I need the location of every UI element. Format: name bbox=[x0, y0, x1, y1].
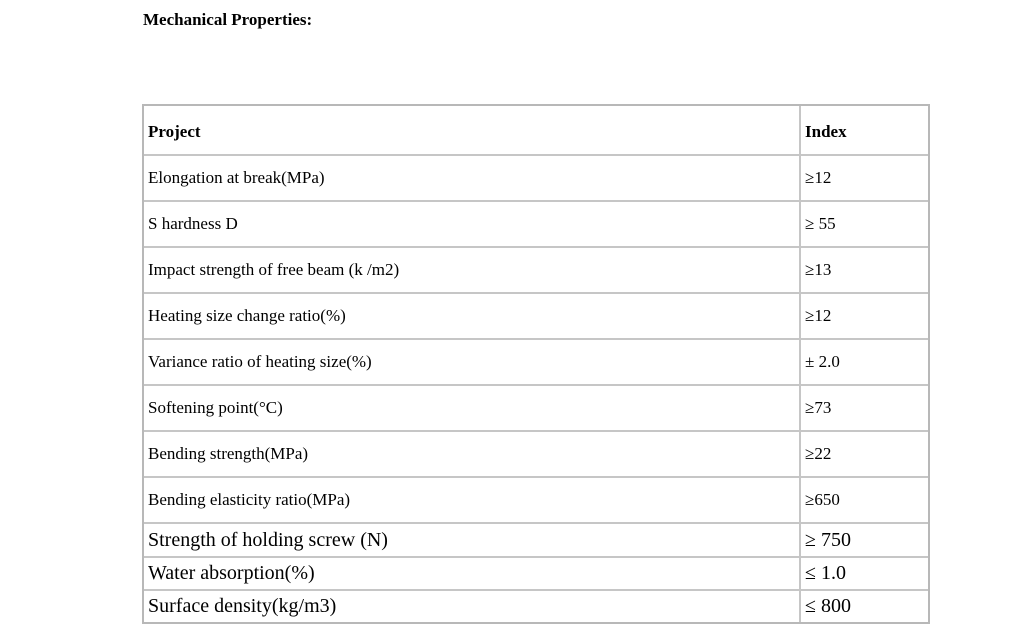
project-cell: Bending strength(MPa) bbox=[144, 432, 801, 476]
project-cell: Water absorption(%) bbox=[144, 558, 801, 589]
project-cell: Softening point(°C) bbox=[144, 386, 801, 430]
table-row bbox=[144, 156, 928, 202]
project-cell: Bending elasticity ratio(MPa) bbox=[144, 478, 801, 522]
index-cell: ≥650 bbox=[805, 490, 840, 509]
table-row bbox=[144, 558, 928, 591]
project-cell: Variance ratio of heating size(%) bbox=[144, 340, 801, 384]
table-row bbox=[144, 591, 928, 622]
project-cell: Heating size change ratio(%) bbox=[144, 294, 801, 338]
project-cell: Elongation at break(MPa) bbox=[144, 156, 801, 200]
table-row bbox=[144, 478, 928, 524]
index-cell: ≥12 bbox=[805, 168, 832, 187]
table-header-row bbox=[144, 106, 928, 156]
header-index: Index bbox=[805, 122, 847, 141]
project-cell: Strength of holding screw (N) bbox=[144, 524, 801, 556]
index-cell: ≥ 55 bbox=[805, 214, 836, 233]
table-row bbox=[144, 386, 928, 432]
header-project: Project bbox=[144, 106, 801, 154]
table-row bbox=[144, 432, 928, 478]
page-title: Mechanical Properties: bbox=[143, 10, 313, 29]
project-cell: Impact strength of free beam (k /m2) bbox=[144, 248, 801, 292]
project-cell: S hardness D bbox=[144, 202, 801, 246]
table-row bbox=[144, 248, 928, 294]
index-cell: ≤ 800 bbox=[805, 595, 851, 617]
mechanical-properties-table bbox=[142, 104, 930, 624]
table-row bbox=[144, 340, 928, 386]
index-cell: ≥ 750 bbox=[805, 528, 851, 551]
index-cell: ≥73 bbox=[805, 398, 832, 417]
index-cell: ≤ 1.0 bbox=[805, 562, 846, 584]
table-row bbox=[144, 524, 928, 558]
project-cell: Surface density(kg/m3) bbox=[144, 591, 801, 622]
table-row bbox=[144, 294, 928, 340]
index-cell: ≥12 bbox=[805, 306, 832, 325]
index-cell: ± 2.0 bbox=[805, 352, 840, 371]
table-row bbox=[144, 202, 928, 248]
index-cell: ≥22 bbox=[805, 444, 832, 463]
index-cell: ≥13 bbox=[805, 260, 832, 279]
